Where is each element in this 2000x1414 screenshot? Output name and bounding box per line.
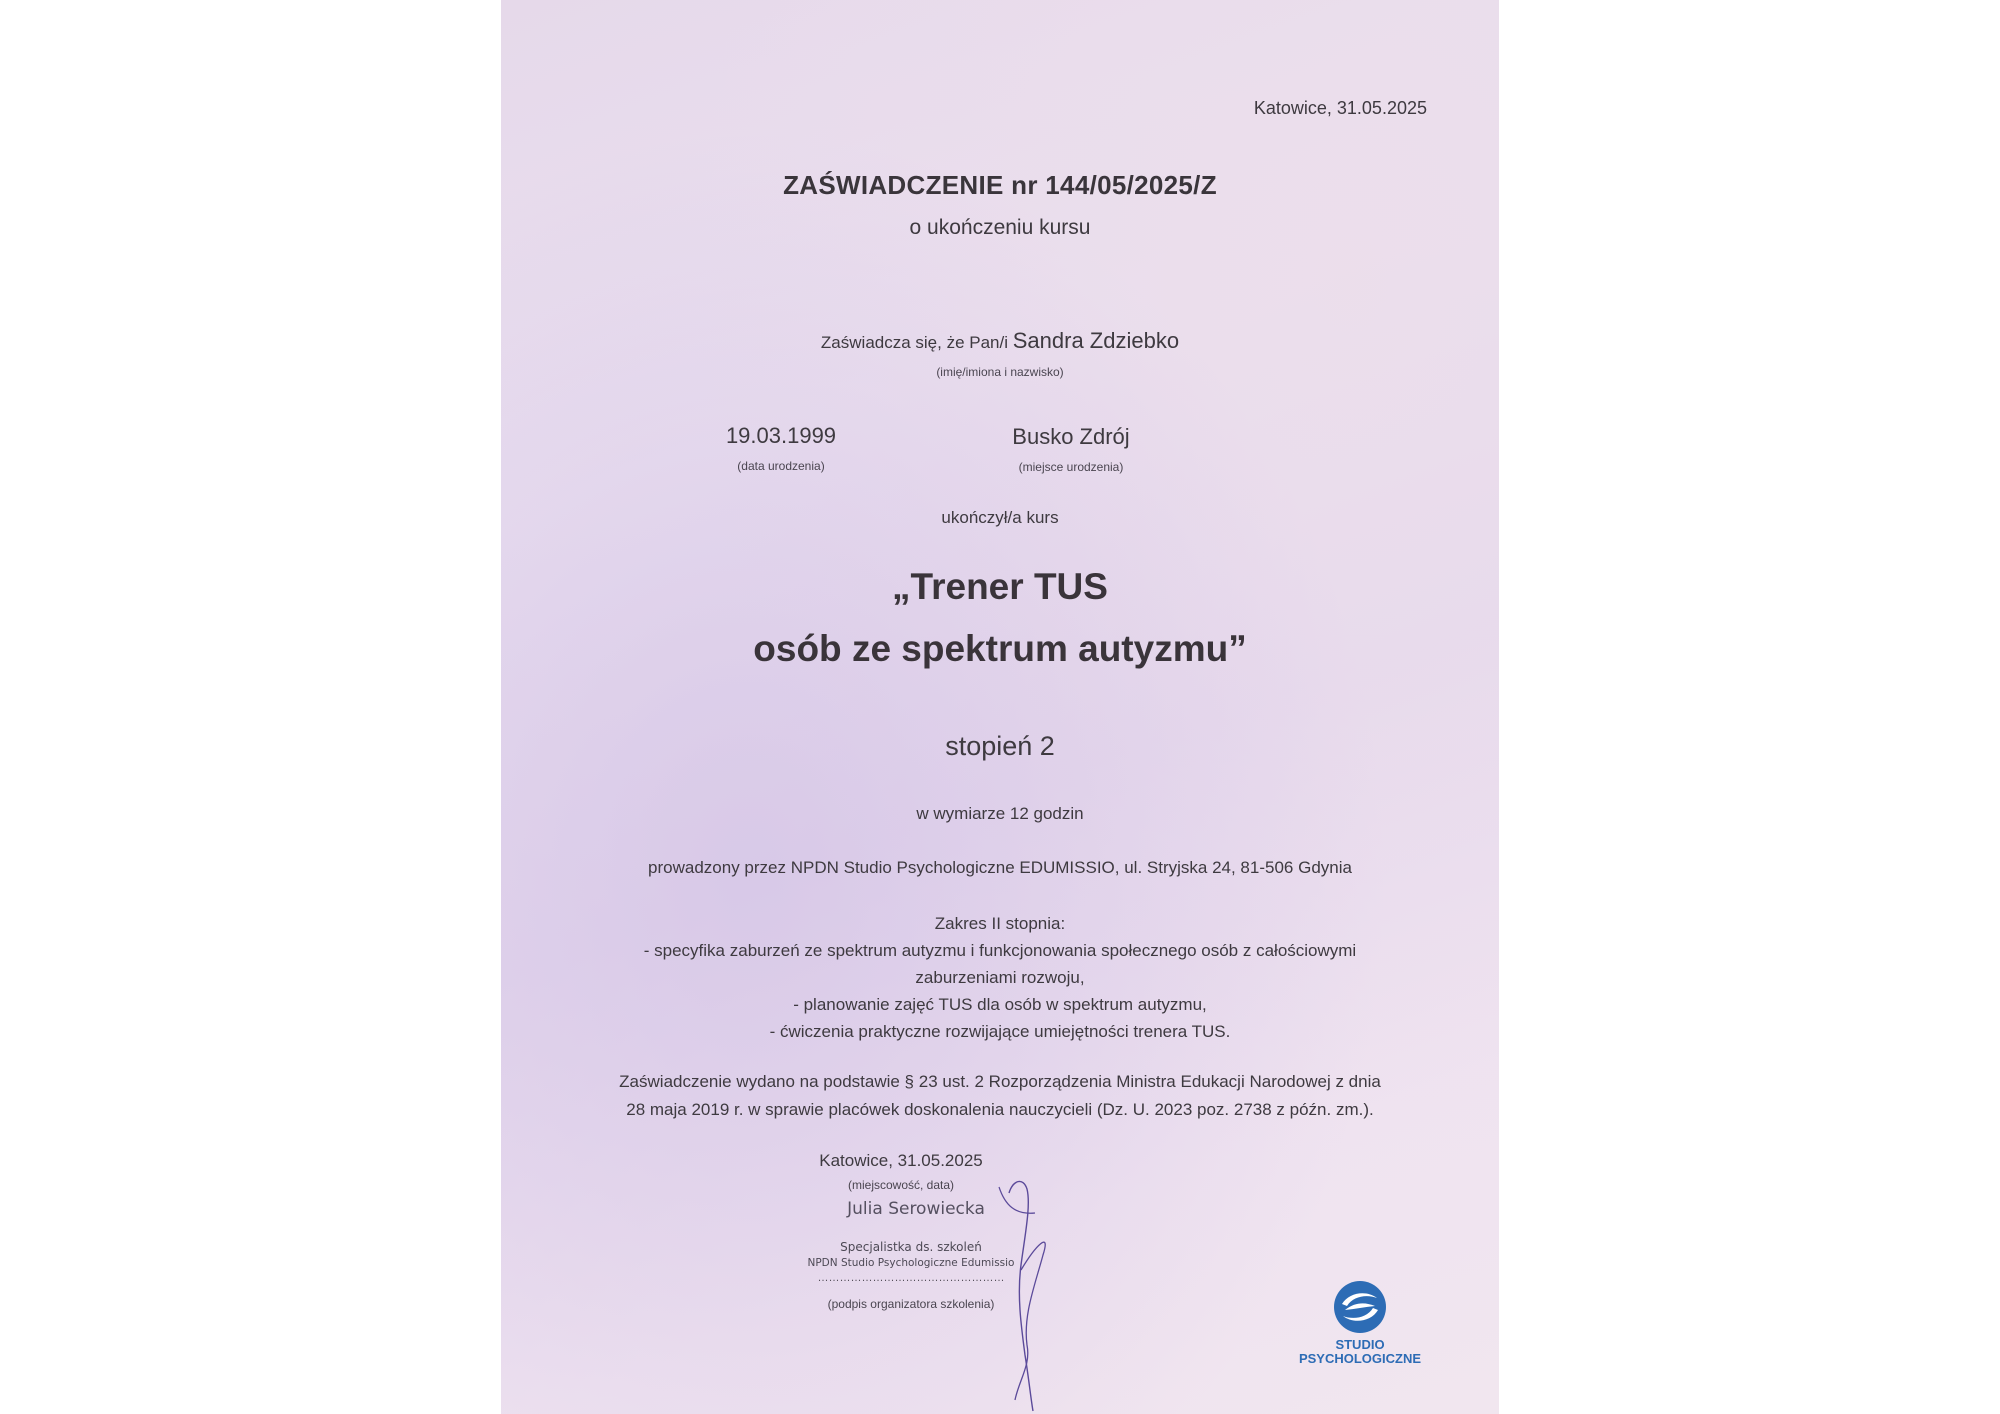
signature-caption: (podpis organizatora szkolenia) — [827, 1297, 995, 1311]
handwritten-signature — [991, 1175, 1071, 1414]
signer-institution: NPDN Studio Psychologiczne Edumissio — [807, 1257, 1015, 1269]
completed-text: ukończył/a kurs — [941, 508, 1059, 527]
recipient-name-caption: (imię/imiona i nazwisko) — [936, 365, 1064, 379]
studio-logo-icon — [1333, 1280, 1387, 1334]
issue-place-date: Katowice, 31.05.2025 — [1253, 98, 1427, 118]
recipient-name: Sandra Zdziebko — [1012, 328, 1180, 353]
certificate-subtitle: o ukończeniu kursu — [909, 216, 1091, 239]
legal-line: 28 maja 2019 r. w sprawie placówek doskonalenia nauczycieli (Dz. U. 2023 poz. 2738 z późn. zm.). — [626, 1100, 1374, 1119]
attestation-intro: Zaświadcza się, że Pan/i — [820, 333, 1009, 352]
course-name-line2: osób ze spektrum autyzmu” — [753, 628, 1247, 669]
course-name-line1: „Trener TUS — [892, 566, 1108, 607]
signer-position: Specjalistka ds. szkoleń — [840, 1240, 982, 1254]
scope-line: zaburzeniami rozwoju, — [915, 968, 1085, 987]
signer-stamp-name: Julia Serowiecka — [847, 1199, 985, 1219]
attestation-line — [501, 328, 1499, 354]
legal-line: Zaświadczenie wydano na podstawie § 23 ust. 2 Rozporządzenia Ministra Edukacji Narodowej z dnia — [619, 1072, 1381, 1091]
signature-place-date-caption: (miejscowość, data) — [847, 1178, 955, 1192]
signature-dots: …………………………………………… — [817, 1272, 1005, 1284]
scope-line: - planowanie zajęć TUS dla osób w spektrum autyzmu, — [793, 995, 1207, 1014]
scope-line: - specyfika zaburzeń ze spektrum autyzmu i funkcjonowania społecznego osób z całościowymi — [643, 941, 1357, 960]
certificate-title: ZAŚWIADCZENIE nr 144/05/2025/Z — [783, 170, 1217, 200]
course-degree: stopień 2 — [945, 731, 1055, 761]
scope-heading: Zakres II stopnia: — [934, 914, 1066, 933]
certificate-sheet — [501, 0, 1499, 1414]
scope-block — [501, 910, 1499, 1045]
birth-date: 19.03.1999 — [725, 423, 837, 448]
birth-place-caption: (miejsce urodzenia) — [1018, 460, 1124, 474]
signature-place-date: Katowice, 31.05.2025 — [819, 1151, 983, 1170]
birth-place: Busko Zdrój — [1012, 424, 1130, 449]
course-hours: w wymiarze 12 godzin — [916, 804, 1084, 823]
studio-logo-text — [1295, 1338, 1425, 1366]
logo-line2: PSYCHOLOGICZNE — [1298, 1351, 1422, 1366]
legal-basis — [501, 1068, 1499, 1124]
logo-line1: STUDIO — [1335, 1337, 1385, 1352]
scope-line: - ćwiczenia praktyczne rozwijające umiejętności trenera TUS. — [769, 1022, 1231, 1041]
birth-date-caption: (data urodzenia) — [737, 459, 825, 473]
course-organizer: prowadzony przez NPDN Studio Psychologiczne EDUMISSIO, ul. Stryjska 24, 81-506 Gdynia — [648, 858, 1352, 877]
